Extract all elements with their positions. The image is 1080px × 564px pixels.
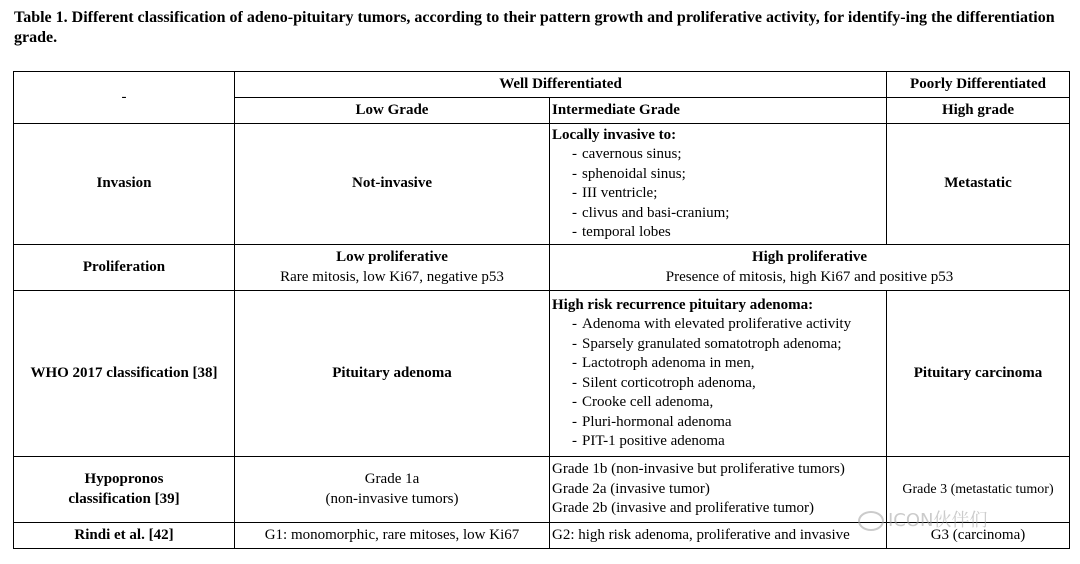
list-item: - Adenoma with elevated proliferative activity — [572, 316, 852, 332]
hypopronos-low — [235, 457, 550, 523]
hypopronos-low-line2: (non-invasive tumors) — [325, 490, 459, 507]
hypopronos-high: Grade 3 (metastatic tumor) — [887, 457, 1070, 523]
row-label-invasion: Invasion — [14, 124, 235, 245]
proliferation-low-title: Low proliferative — [336, 249, 448, 265]
header-low-grade: Low Grade — [235, 98, 550, 124]
watermark-text: ICON伙伴们 — [888, 510, 988, 531]
header-poorly-differentiated: Poorly Differentiated — [887, 72, 1070, 98]
invasion-intermediate-title: Locally invasive to: — [552, 126, 677, 143]
invasion-low: Not-invasive — [235, 124, 550, 245]
list-item: - Sparsely granulated somatotroph adenoma; — [572, 335, 842, 352]
hypopronos-label-line2: classification [39] — [68, 490, 180, 507]
hypopronos-intermediate-line: Grade 2a (invasive tumor) — [552, 480, 710, 497]
row-who — [14, 291, 1070, 457]
list-item: - Pluri-hormonal adenoma — [572, 413, 732, 430]
list-item: - III ventricle; — [572, 185, 658, 201]
rindi-intermediate: G2: high risk adenoma, proliferative and invasive — [550, 523, 887, 549]
header-well-differentiated: Well Differentiated — [235, 72, 887, 98]
who-intermediate — [550, 291, 887, 457]
header-intermediate-grade: Intermediate Grade — [550, 98, 887, 124]
header-corner: - — [14, 72, 235, 124]
list-item: - clivus and basi-cranium; — [572, 204, 730, 221]
rindi-high: G3 (carcinoma) — [887, 523, 1070, 549]
header-row-1 — [14, 72, 1070, 98]
row-label-proliferation: Proliferation — [14, 245, 235, 291]
hypopronos-low-line1: Grade 1a — [364, 471, 420, 487]
row-label-rindi: Rindi et al. [42] — [14, 523, 235, 549]
proliferation-low-text: Rare mitosis, low Ki67, negative p53 — [280, 268, 504, 285]
row-label-hypopronos — [14, 457, 235, 523]
list-item: - temporal lobes — [572, 224, 671, 240]
list-item: - PIT-1 positive adenoma — [572, 433, 725, 449]
list-item: - cavernous sinus; — [572, 146, 682, 162]
watermark — [858, 506, 988, 532]
proliferation-high-title: High proliferative — [751, 249, 868, 265]
list-item: - Silent corticotroph adenoma, — [572, 374, 756, 391]
chat-bubble-icon — [858, 511, 884, 531]
hypopronos-intermediate-line: Grade 2b (invasive and proliferative tumor) — [552, 500, 814, 517]
row-invasion — [14, 124, 1070, 245]
hypopronos-intermediate-line: Grade 1b (non-invasive but proliferative tumors) — [552, 461, 845, 478]
who-high: Pituitary carcinoma — [887, 291, 1070, 457]
classification-table — [13, 71, 1070, 549]
row-proliferation — [14, 245, 1070, 291]
list-item: - Crooke cell adenoma, — [572, 394, 714, 410]
proliferation-high — [550, 245, 1070, 291]
table-caption: Table 1. Different classification of adeno-pituitary tumors, according to their pattern growth and proliferative activity, for identify-ing the differentiation grade. — [14, 9, 1055, 46]
list-item: - Lactotroph adenoma in men, — [572, 355, 755, 371]
invasion-intermediate — [550, 124, 887, 245]
hypopronos-label-line1: Hypopronos — [84, 471, 164, 487]
who-low: Pituitary adenoma — [235, 291, 550, 457]
list-item: - sphenoidal sinus; — [572, 165, 686, 182]
proliferation-low — [235, 245, 550, 291]
row-label-who: WHO 2017 classification [38] — [14, 291, 235, 457]
rindi-low: G1: monomorphic, rare mitoses, low Ki67 — [235, 523, 550, 549]
who-intermediate-title: High risk recurrence pituitary adenoma: — [552, 296, 814, 313]
hypopronos-intermediate — [550, 457, 887, 523]
invasion-high: Metastatic — [887, 124, 1070, 245]
header-high-grade: High grade — [887, 98, 1070, 124]
proliferation-high-text: Presence of mitosis, high Ki67 and positive p53 — [665, 268, 954, 285]
